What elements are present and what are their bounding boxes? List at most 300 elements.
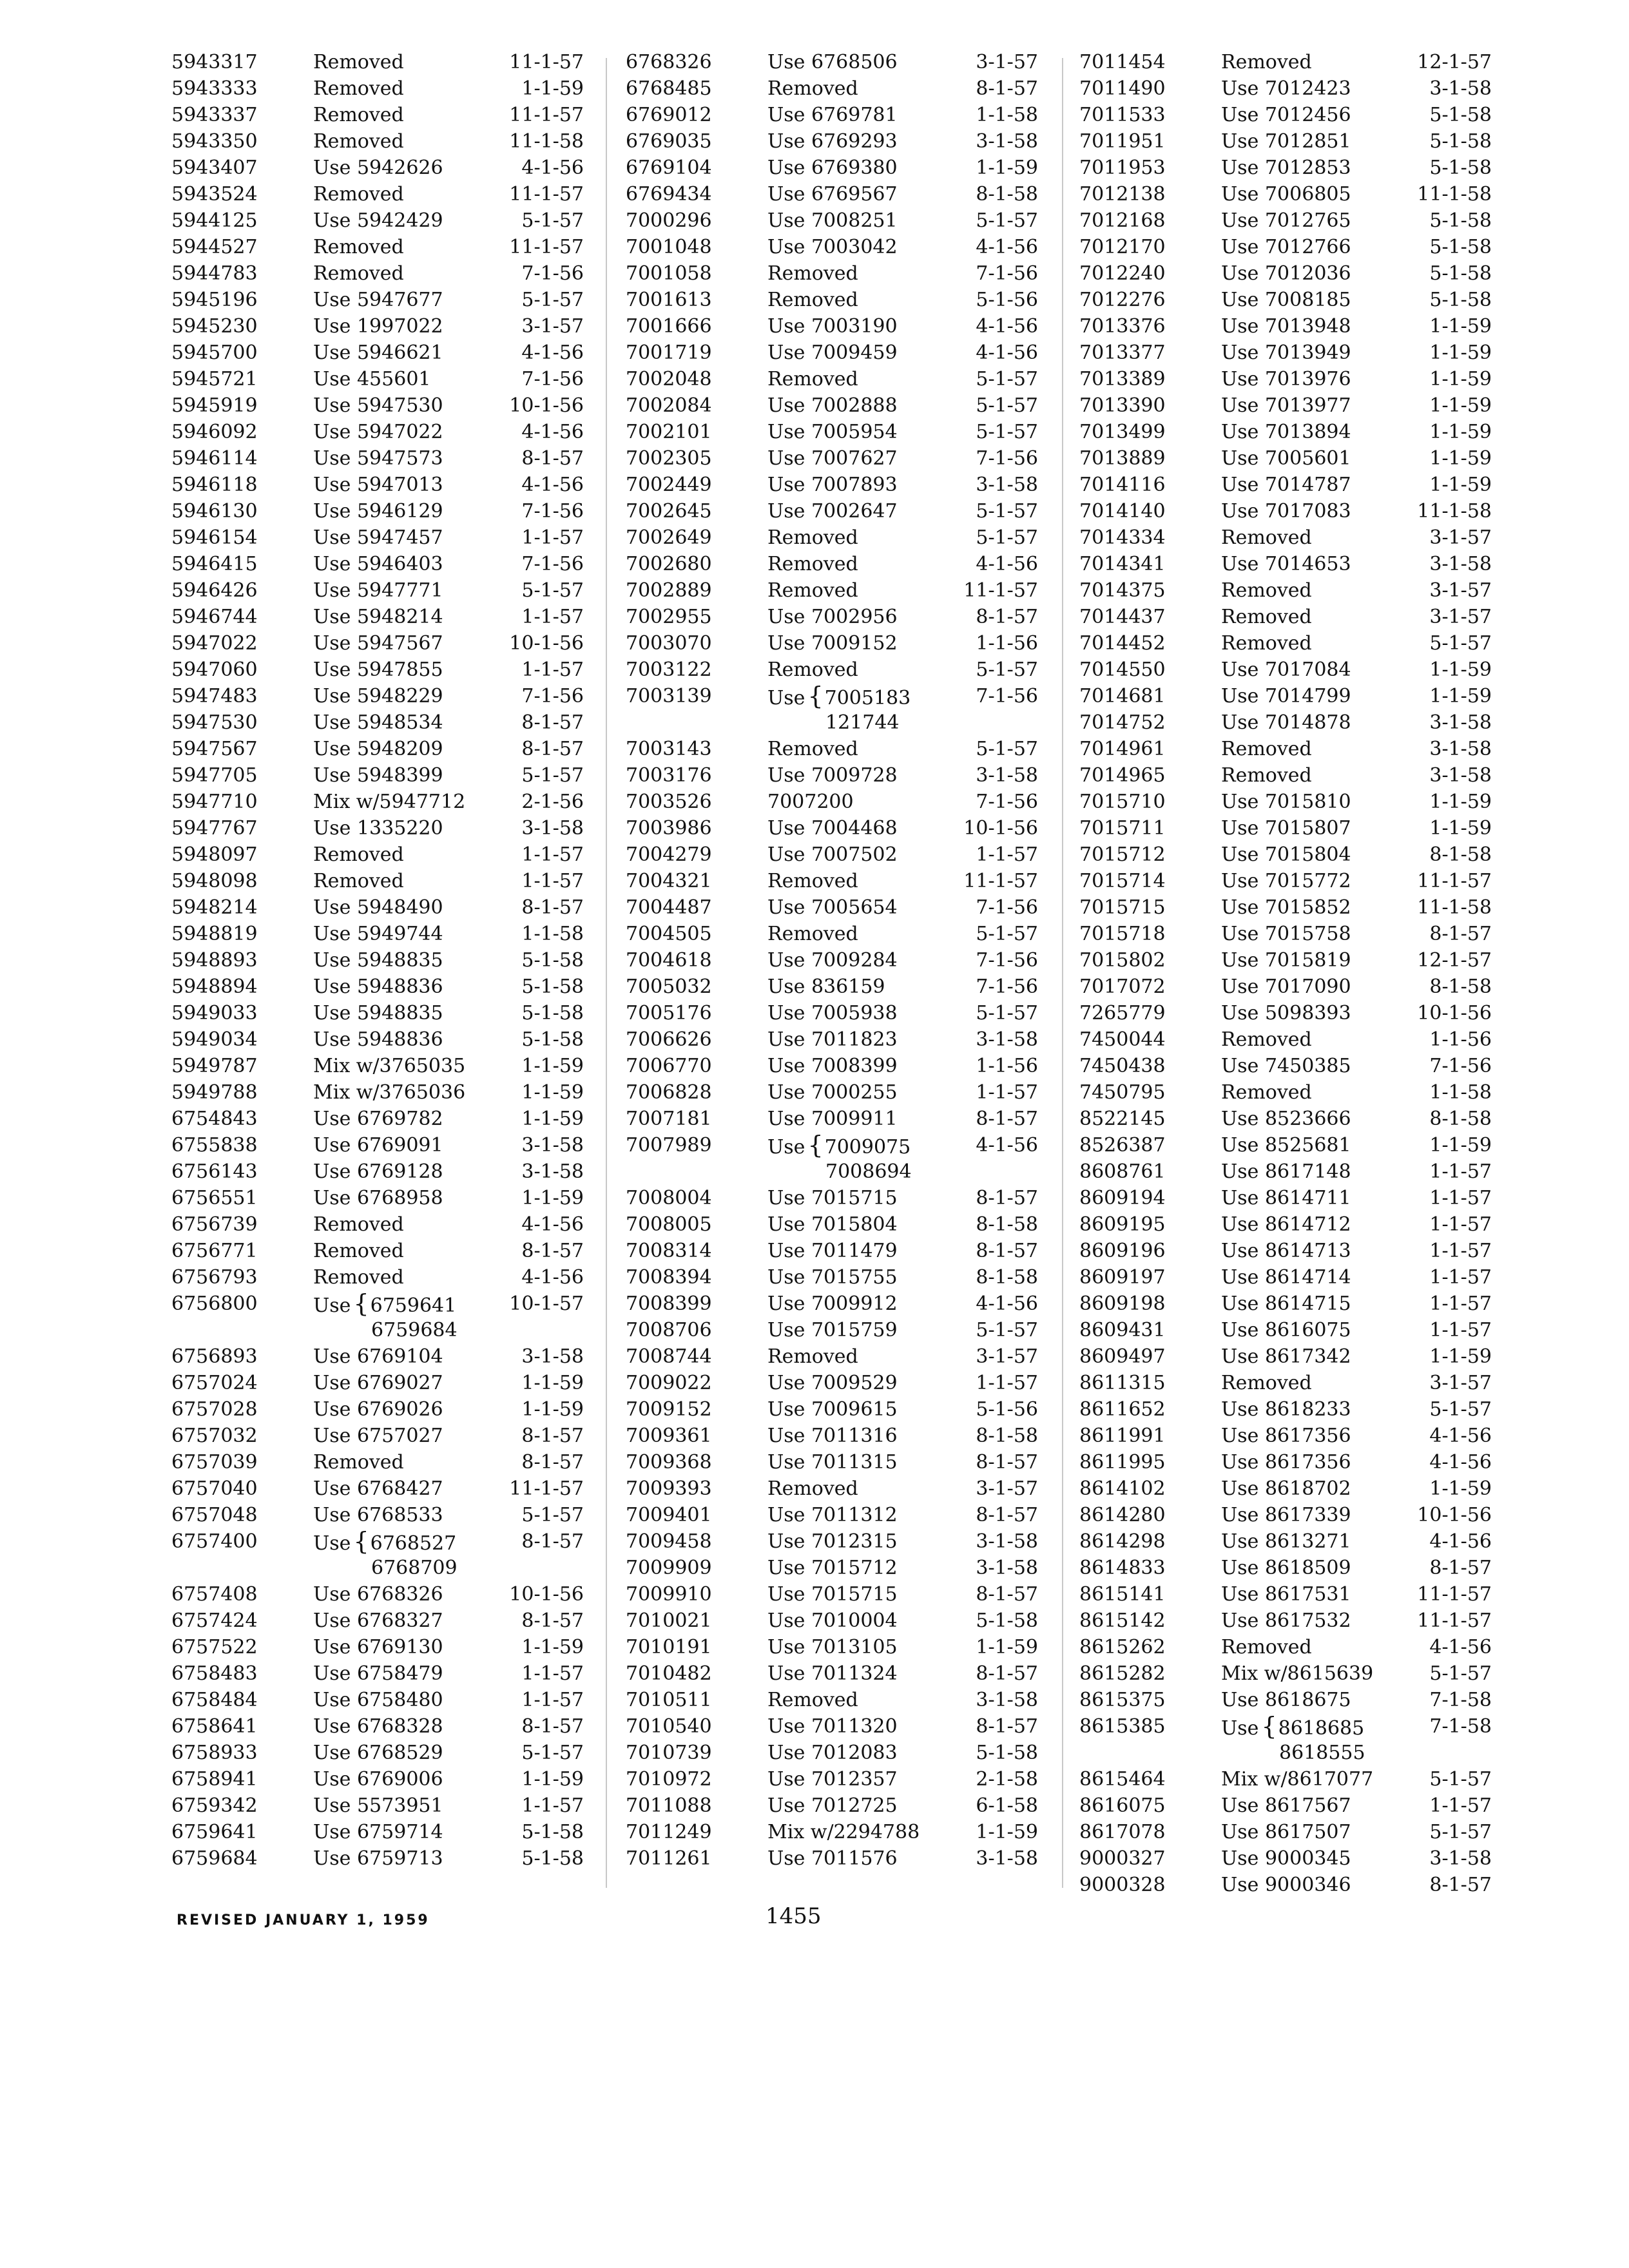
- effective-date: 1-1-57: [521, 843, 584, 866]
- replacement-text: Use 7015804: [767, 1213, 898, 1236]
- part-number: 6757028: [171, 1398, 258, 1421]
- effective-date: 1-1-58: [521, 923, 584, 945]
- replacement-ref: [767, 1449, 961, 1475]
- replacement-text: Use 5948835: [313, 1002, 443, 1024]
- effective-date: 7-1-56: [976, 975, 1038, 998]
- effective-date: 8-1-57: [1429, 1874, 1492, 1896]
- replacement-ref: [767, 1713, 961, 1740]
- replacement-text: Use 7000255: [767, 1081, 898, 1104]
- replacement-text: Use 7017083: [1221, 500, 1351, 523]
- replacement-text: Removed: [313, 104, 404, 126]
- part-number: 7001666: [626, 315, 712, 338]
- part-number: 7008394: [626, 1266, 712, 1289]
- part-number: 5945721: [171, 368, 258, 390]
- replacement-text: Use 8523666: [1221, 1108, 1351, 1130]
- effective-date: 5-1-57: [976, 209, 1038, 232]
- part-number: 8522145: [1079, 1108, 1166, 1130]
- replacement-text: Use 7015772: [1221, 870, 1351, 892]
- effective-date: 1-1-57: [1429, 1213, 1492, 1236]
- replacement-ref: [313, 894, 506, 921]
- replacement-text: Use 7013949: [1221, 341, 1351, 364]
- effective-date: 2-1-58: [976, 1768, 1038, 1791]
- replacement-text: Use 6758479: [313, 1662, 443, 1685]
- replacement-text: Use 8613271: [1221, 1530, 1351, 1553]
- replacement-text: Removed: [767, 526, 858, 549]
- part-number: 6757032: [171, 1425, 258, 1447]
- effective-date: 10-1-56: [509, 1583, 584, 1606]
- effective-date: 8-1-57: [1429, 1557, 1492, 1579]
- replacement-ref: [1221, 49, 1414, 75]
- replacement-text: Use 7011320: [767, 1715, 898, 1738]
- replacement-ref: [313, 1660, 506, 1687]
- replacement-ref: [1221, 1792, 1414, 1819]
- effective-date: 1-1-57: [1429, 1293, 1492, 1315]
- replacement-text: Use 7009728: [767, 764, 898, 787]
- effective-date: 12-1-57: [1417, 949, 1492, 972]
- effective-date: 5-1-57: [976, 421, 1038, 443]
- replacement-text: Use 6769567: [767, 183, 898, 206]
- effective-date: 7-1-56: [976, 949, 1038, 972]
- part-number: 6758641: [171, 1715, 258, 1738]
- part-number: 7009910: [626, 1583, 712, 1606]
- replacement-ref: [313, 974, 506, 1000]
- page-number: 1455: [766, 1903, 822, 1929]
- part-number: 6759342: [171, 1794, 258, 1817]
- effective-date: 5-1-57: [521, 289, 584, 311]
- part-number: 8615375: [1079, 1689, 1166, 1711]
- replacement-text: Use 5948209: [313, 738, 443, 760]
- replacement-text: Use 7002647: [767, 500, 898, 523]
- replacement-text: Use 8617531: [1221, 1583, 1351, 1606]
- effective-date: 5-1-58: [521, 975, 584, 998]
- part-number: 8611991: [1079, 1425, 1166, 1447]
- effective-date: 1-1-59: [521, 77, 584, 100]
- effective-date: 7-1-56: [521, 553, 584, 575]
- effective-date: 1-1-59: [521, 1768, 584, 1791]
- effective-date: 7-1-56: [976, 685, 1038, 707]
- replacement-text: Use 5948835: [313, 949, 443, 972]
- part-number: 7002101: [626, 421, 712, 443]
- part-number: 8526387: [1079, 1134, 1166, 1157]
- part-number: 6759684: [171, 1847, 258, 1870]
- part-number: 7000296: [626, 209, 712, 232]
- replacement-ref: [1221, 1158, 1414, 1185]
- effective-date: 3-1-58: [976, 1689, 1038, 1711]
- part-number: 5946744: [171, 606, 258, 628]
- replacement-ref: [1221, 524, 1414, 551]
- effective-date: 1-1-59: [976, 1821, 1038, 1843]
- effective-date: 8-1-57: [521, 1610, 584, 1632]
- effective-date: 5-1-58: [1429, 130, 1492, 153]
- part-number: 6757048: [171, 1504, 258, 1526]
- part-number: 8614298: [1079, 1530, 1166, 1553]
- effective-date: 5-1-57: [1429, 1768, 1492, 1791]
- part-number: 5948097: [171, 843, 258, 866]
- replacement-text: Use 7009911: [767, 1108, 898, 1130]
- replacement-ref: [313, 1792, 506, 1819]
- effective-date: 1-1-57: [521, 658, 584, 681]
- part-number: 6759641: [171, 1821, 258, 1843]
- replacement-ref: [313, 340, 506, 366]
- replacement-text: Use 7012036: [1221, 262, 1351, 285]
- revision-footer: REVISED JANUARY 1, 1959: [177, 1912, 430, 1928]
- part-number: 7004487: [626, 896, 712, 919]
- effective-date: 1-1-57: [521, 606, 584, 628]
- part-number: 5949787: [171, 1055, 258, 1077]
- part-number: 6757039: [171, 1451, 258, 1474]
- effective-date: 3-1-58: [1429, 1847, 1492, 1870]
- part-number: 8614102: [1079, 1477, 1166, 1500]
- replacement-ref: [767, 1740, 961, 1766]
- part-number: 7002680: [626, 553, 712, 575]
- effective-date: 8-1-57: [1429, 923, 1492, 945]
- part-number: 5946114: [171, 447, 258, 470]
- effective-date: 1-1-59: [1429, 474, 1492, 496]
- replacement-ref: [313, 1000, 506, 1026]
- replacement-ref: [313, 1370, 506, 1396]
- part-number: 7450438: [1079, 1055, 1166, 1077]
- replacement-text: Use 7012357: [767, 1768, 898, 1791]
- replacement-ref: [767, 1555, 961, 1581]
- part-number: 6758941: [171, 1768, 258, 1791]
- replacement-ref: [767, 1211, 961, 1238]
- replacement-line: 6768527: [370, 1532, 457, 1555]
- effective-date: 5-1-57: [521, 579, 584, 602]
- replacement-text: Use 6768326: [313, 1583, 443, 1606]
- replacement-text: Use 8617532: [1221, 1610, 1351, 1632]
- part-number: 5946154: [171, 526, 258, 549]
- replacement-ref: [1221, 419, 1414, 445]
- replacement-text: Use 7012766: [1221, 236, 1351, 258]
- part-number: 7001719: [626, 341, 712, 364]
- part-number: 5945230: [171, 315, 258, 338]
- replacement-text: Removed: [767, 870, 858, 892]
- replacement-ref: [767, 1475, 961, 1502]
- replacement-text: Use 6768529: [313, 1742, 443, 1764]
- part-number: 5945700: [171, 341, 258, 364]
- replacement-ref: [1221, 709, 1414, 736]
- part-number: 5949033: [171, 1002, 258, 1024]
- replacement-ref: [1221, 1687, 1414, 1713]
- replacement-ref: [1221, 207, 1414, 234]
- part-number: 7011490: [1079, 77, 1166, 100]
- replacement-ref: [1221, 974, 1414, 1000]
- replacement-ref: [1221, 815, 1414, 841]
- effective-date: 1-1-59: [521, 1372, 584, 1394]
- replacement-ref: [767, 207, 961, 234]
- effective-date: 5-1-57: [976, 923, 1038, 945]
- replacement-ref: [1221, 1000, 1414, 1026]
- part-number: 5946118: [171, 474, 258, 496]
- replacement-text: Use 8617356: [1221, 1451, 1351, 1474]
- replacement-ref: [767, 445, 961, 472]
- replacement-ref: [313, 498, 506, 524]
- part-number: 8615385: [1079, 1715, 1166, 1738]
- replacement-text: Use 6768427: [313, 1477, 443, 1500]
- replacement-ref: [767, 524, 961, 551]
- effective-date: 4-1-56: [976, 341, 1038, 364]
- effective-date: 1-1-59: [1429, 394, 1492, 417]
- replacement-text: Removed: [1221, 1028, 1312, 1051]
- replacement-ref: [313, 366, 506, 392]
- part-number: 7012138: [1079, 183, 1166, 206]
- effective-date: 11-1-58: [509, 130, 584, 153]
- replacement-text: Use 8617507: [1221, 1821, 1351, 1843]
- part-number: 6756793: [171, 1266, 258, 1289]
- replacement-ref: [767, 1026, 961, 1053]
- replacement-text: Use 7011823: [767, 1028, 898, 1051]
- replacement-text: Removed: [1221, 606, 1312, 628]
- part-number: 8615464: [1079, 1768, 1166, 1791]
- replacement-text: Use 6769104: [313, 1345, 443, 1368]
- replacement-ref: [767, 1608, 961, 1634]
- replacement-text: Use 7007502: [767, 843, 898, 866]
- effective-date: 5-1-58: [521, 1821, 584, 1843]
- replacement-ref: [767, 947, 961, 974]
- part-number: 5945919: [171, 394, 258, 417]
- part-number: 8611315: [1079, 1372, 1166, 1394]
- replacement-ref: [1221, 1423, 1414, 1449]
- effective-date: 7-1-56: [976, 896, 1038, 919]
- effective-date: 8-1-57: [521, 447, 584, 470]
- replacement-line: 6768709: [371, 1557, 458, 1579]
- part-number: 7013376: [1079, 315, 1166, 338]
- replacement-ref: [313, 921, 506, 947]
- replacement-text: Use 5946129: [313, 500, 443, 523]
- effective-date: 3-1-58: [521, 1345, 584, 1368]
- part-number: 5943407: [171, 157, 258, 179]
- effective-date: 5-1-57: [521, 209, 584, 232]
- effective-date: 4-1-56: [521, 1213, 584, 1236]
- replacement-ref: [1221, 577, 1414, 604]
- replacement-ref: [1221, 551, 1414, 577]
- replacement-text: Use 8614712: [1221, 1213, 1351, 1236]
- replacement-ref: [313, 1423, 506, 1449]
- replacement-text: Removed: [1221, 579, 1312, 602]
- replacement-ref: [1221, 1238, 1414, 1264]
- effective-date: 1-1-59: [1429, 341, 1492, 364]
- part-number: 7013377: [1079, 341, 1166, 364]
- replacement-ref: [313, 762, 506, 789]
- replacement-text: Use 5098393: [1221, 1002, 1351, 1024]
- replacement-text: Use 7007627: [767, 447, 898, 470]
- replacement-text: Removed: [767, 368, 858, 390]
- effective-date: 1-1-59: [1429, 1345, 1492, 1368]
- replacement-ref: [313, 1132, 506, 1158]
- replacement-text: Use 8616075: [1221, 1319, 1351, 1341]
- replacement-ref: [1221, 1528, 1414, 1555]
- replacement-line: 121744: [825, 711, 900, 734]
- replacement-ref: [313, 868, 506, 894]
- replacement-ref: [1221, 1502, 1414, 1528]
- part-number: 6769035: [626, 130, 712, 153]
- replacement-text: Use 8618233: [1221, 1398, 1351, 1421]
- part-number: 7009401: [626, 1504, 712, 1526]
- replacement-text: Removed: [313, 1451, 404, 1474]
- replacement-text: Use 8614711: [1221, 1187, 1351, 1209]
- part-number: 6758484: [171, 1689, 258, 1711]
- part-number: 5947567: [171, 738, 258, 760]
- effective-date: 5-1-57: [1429, 1821, 1492, 1843]
- part-number: 5948819: [171, 923, 258, 945]
- replacement-ref: [767, 49, 961, 75]
- replacement-ref: [313, 1608, 506, 1634]
- replacement-ref: [313, 1053, 506, 1079]
- part-number: 7010021: [626, 1610, 712, 1632]
- part-number: 7013390: [1079, 394, 1166, 417]
- part-number: 5944783: [171, 262, 258, 285]
- replacement-text: Use 5948399: [313, 764, 443, 787]
- replacement-ref: [1221, 604, 1414, 630]
- replacement-ref: [313, 1185, 506, 1211]
- part-number: 6756739: [171, 1213, 258, 1236]
- replacement-ref: [767, 1792, 961, 1819]
- replacement-ref: [313, 445, 506, 472]
- replacement-text: Removed: [767, 289, 858, 311]
- effective-date: 5-1-58: [1429, 262, 1492, 285]
- part-number: 7002649: [626, 526, 712, 549]
- replacement-ref: [1221, 340, 1414, 366]
- replacement-text: Use 7015819: [1221, 949, 1351, 972]
- part-number: 7011533: [1079, 104, 1166, 126]
- part-number: 7001058: [626, 262, 712, 285]
- replacement-ref: [313, 551, 506, 577]
- replacement-ref: [313, 1687, 506, 1713]
- effective-date: 1-1-59: [521, 1398, 584, 1421]
- part-number: 7007181: [626, 1108, 712, 1130]
- replacement-text: 7007200: [767, 791, 854, 813]
- replacement-text: Use 6758480: [313, 1689, 443, 1711]
- effective-date: 11-1-58: [1417, 896, 1492, 919]
- replacement-text: Mix w/8615639: [1221, 1662, 1374, 1685]
- effective-date: 10-1-56: [509, 394, 584, 417]
- effective-date: 10-1-56: [1417, 1504, 1492, 1526]
- replacement-ref: [1221, 1291, 1414, 1317]
- part-number: 8617078: [1079, 1821, 1166, 1843]
- effective-date: 5-1-57: [976, 738, 1038, 760]
- effective-date: 5-1-57: [976, 1002, 1038, 1024]
- replacement-ref: [767, 1687, 961, 1713]
- effective-date: 1-1-59: [1429, 421, 1492, 443]
- replacement-ref: [767, 260, 961, 287]
- replacement-ref: [313, 815, 506, 841]
- replacement-ref: [1221, 260, 1414, 287]
- replacement-text: Use 6768506: [767, 51, 898, 73]
- part-number: 7009368: [626, 1451, 712, 1474]
- replacement-text: Use 7012456: [1221, 104, 1351, 126]
- effective-date: 11-1-57: [963, 579, 1038, 602]
- effective-date: 3-1-57: [976, 51, 1038, 73]
- effective-date: 3-1-58: [521, 817, 584, 840]
- part-number: 8614833: [1079, 1557, 1166, 1579]
- replacement-ref: [313, 1502, 506, 1528]
- replacement-text: Use 6768328: [313, 1715, 443, 1738]
- replacement-text: Removed: [767, 1345, 858, 1368]
- part-number: 7008744: [626, 1345, 712, 1368]
- part-number: 7013389: [1079, 368, 1166, 390]
- replacement-ref: [767, 1185, 961, 1211]
- effective-date: 5-1-58: [1429, 157, 1492, 179]
- effective-date: 8-1-57: [976, 1504, 1038, 1526]
- effective-date: 3-1-57: [976, 1477, 1038, 1500]
- part-number: 5948098: [171, 870, 258, 892]
- part-number: 7450044: [1079, 1028, 1166, 1051]
- part-number: 6768485: [626, 77, 712, 100]
- replacement-text: Use 7014878: [1221, 711, 1351, 734]
- effective-date: 8-1-58: [976, 1266, 1038, 1289]
- replacement-text: Use 7002956: [767, 606, 898, 628]
- replacement-text: Removed: [313, 183, 404, 206]
- part-number: 7010739: [626, 1742, 712, 1764]
- replacement-text: Use 8618675: [1221, 1689, 1351, 1711]
- part-number: 7450795: [1079, 1081, 1166, 1104]
- effective-date: 8-1-57: [521, 1715, 584, 1738]
- effective-date: 4-1-56: [1429, 1530, 1492, 1553]
- replacement-text: Use 7012423: [1221, 77, 1351, 100]
- replacement-text: Use 7008185: [1221, 289, 1351, 311]
- replacement-text: Removed: [313, 1240, 404, 1262]
- part-number: 5943337: [171, 104, 258, 126]
- part-number: 8609431: [1079, 1319, 1166, 1341]
- effective-date: 5-1-58: [521, 1028, 584, 1051]
- replacement-ref: [1221, 1370, 1414, 1396]
- effective-date: 6-1-58: [976, 1794, 1038, 1817]
- replacement-ref: [1221, 1766, 1414, 1792]
- effective-date: 5-1-57: [521, 1742, 584, 1764]
- effective-date: 11-1-58: [1417, 500, 1492, 523]
- replacement-text: Use 7009284: [767, 949, 898, 972]
- replacement-text: Removed: [313, 870, 404, 892]
- part-number: 6768326: [626, 51, 712, 73]
- replacement-line: 8618555: [1279, 1742, 1365, 1764]
- replacement-ref: [767, 1131, 961, 1183]
- replacement-text: Mix w/5947712: [313, 791, 466, 813]
- replacement-text: Use 7011316: [767, 1425, 898, 1447]
- replacement-ref: [1221, 102, 1414, 128]
- replacement-ref: [1221, 1581, 1414, 1608]
- replacement-ref: [313, 1449, 506, 1475]
- replacement-text: Use 7015852: [1221, 896, 1351, 919]
- part-number: 7003986: [626, 817, 712, 840]
- replacement-ref: [313, 1845, 506, 1872]
- replacement-text: Removed: [1221, 51, 1312, 73]
- effective-date: 7-1-56: [521, 262, 584, 285]
- replacement-ref: [313, 102, 506, 128]
- effective-date: 5-1-56: [976, 1398, 1038, 1421]
- part-number: 6755838: [171, 1134, 258, 1157]
- effective-date: 4-1-56: [976, 315, 1038, 338]
- part-number: 7007989: [626, 1134, 712, 1157]
- replacement-ref: [1221, 762, 1414, 789]
- effective-date: 1-1-58: [1429, 1081, 1492, 1104]
- effective-date: 1-1-58: [976, 104, 1038, 126]
- effective-date: 4-1-56: [1429, 1451, 1492, 1474]
- part-number: 6758933: [171, 1742, 258, 1764]
- replacement-text: Use 5947677: [313, 289, 443, 311]
- replacement-text: Removed: [767, 1477, 858, 1500]
- replacement-text: Use 7015810: [1221, 791, 1351, 813]
- effective-date: 8-1-58: [976, 183, 1038, 206]
- replacement-text: Removed: [767, 1689, 858, 1711]
- replacement-ref: [1221, 1026, 1414, 1053]
- replacement-text: Use 7005938: [767, 1002, 898, 1024]
- replacement-ref: [767, 340, 961, 366]
- replacement-text: Use 7015715: [767, 1187, 898, 1209]
- brace-icon: {: [353, 1527, 369, 1555]
- replacement-ref: [1221, 498, 1414, 524]
- replacement-text: Use 7017090: [1221, 975, 1351, 998]
- effective-date: 8-1-58: [1429, 843, 1492, 866]
